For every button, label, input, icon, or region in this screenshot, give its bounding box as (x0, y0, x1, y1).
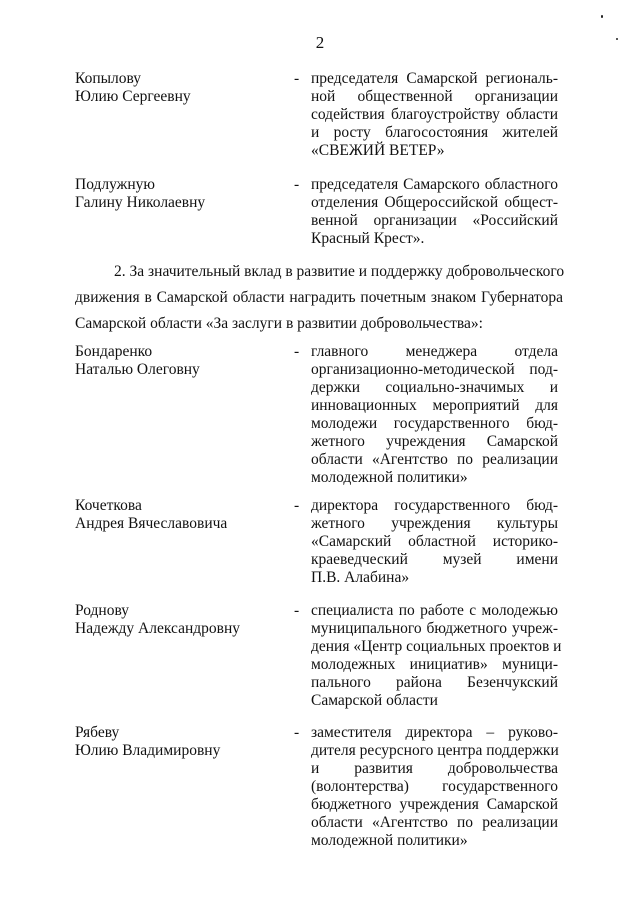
page-number: 2 (315, 33, 325, 52)
position-line: венной организации «Российский (311, 212, 558, 229)
position-line: организационно-методической под- (311, 361, 558, 378)
position-line: жетного учреждения Самарской (311, 433, 558, 450)
scan-speck (616, 38, 618, 40)
position-line: Красный Крест». (311, 230, 425, 247)
award-paragraph-2 (75, 259, 563, 337)
recipient-position (311, 343, 558, 487)
entry-dash: - (294, 70, 300, 87)
position-line: заместителя директора – руково- (311, 724, 558, 741)
recipient-position (311, 724, 558, 850)
position-line: содействия благоустройству области (311, 106, 558, 123)
paragraph-line: 2. За значительный вклад в развитие и поддержку добровольческого (114, 263, 565, 280)
position-line: председателя Самарской региональ- (311, 70, 558, 87)
position-line: «СВЕЖИЙ ВЕТЕР» (311, 142, 445, 159)
recipient-given-names: Надежду Александровну (75, 620, 241, 637)
recipient-surname: Роднову (75, 602, 130, 619)
position-line: бюджетного учреждения Самарской (311, 796, 558, 813)
recipient-surname: Копылову (75, 70, 142, 87)
entry-dash: - (294, 602, 300, 619)
recipient-surname: Подлужную (75, 176, 155, 193)
recipient-position (311, 176, 558, 248)
recipient-given-names: Юлию Владимировну (75, 742, 221, 759)
position-line: и развития добровольчества (311, 760, 558, 777)
recipient-surname: Бондаренко (75, 343, 153, 360)
recipient-name (75, 70, 285, 106)
recipient-surname: Кочеткова (75, 497, 142, 514)
position-line: инновационных мероприятий для (311, 397, 558, 414)
recipient-given-names: Наталью Олеговну (75, 361, 200, 378)
position-line: ной общественной организации (311, 88, 558, 105)
recipient-position (311, 497, 558, 587)
position-line: держки социально-значимых и (311, 379, 558, 396)
position-line: молодежи государственного бюд- (311, 415, 558, 432)
position-line: молодежных инициатив» муници- (311, 656, 558, 673)
position-line: директора государственного бюд- (311, 497, 558, 514)
position-line: П.В. Алабина» (311, 569, 410, 586)
recipient-name (75, 602, 285, 638)
position-line: дителя ресурсного центра поддержки (311, 742, 559, 759)
recipient-name (75, 176, 285, 212)
recipient-name (75, 497, 285, 533)
position-line: и росту благосостояния жителей (311, 124, 558, 141)
recipient-position (311, 602, 562, 710)
entry-dash: - (294, 724, 300, 741)
position-line: «Самарский областной историко- (311, 533, 558, 550)
entry-dash: - (294, 497, 300, 514)
position-line: председателя Самарского областного (311, 176, 558, 193)
recipient-given-names: Юлию Сергеевну (75, 88, 191, 105)
position-line: специалиста по работе с молодежью (311, 602, 558, 619)
position-line: молодежной политики» (311, 832, 468, 849)
position-line: муниципального бюджетного учреж- (311, 620, 558, 637)
position-line: отделения Общероссийской общест- (311, 194, 558, 211)
recipient-name (75, 343, 285, 379)
position-line: дения «Центр социальных проектов и (311, 638, 562, 655)
recipient-given-names: Галину Николаевну (75, 194, 206, 211)
recipient-name (75, 724, 285, 760)
recipient-position (311, 70, 558, 160)
paragraph-line: движения в Самарской области наградить почетным знаком Губернатора (75, 289, 563, 306)
paragraph-line: Самарской области «За заслуги в развитии добровольчества»: (75, 315, 483, 332)
position-line: области «Агентство по реализации (311, 814, 558, 831)
position-line: пального района Безенчукский (311, 674, 558, 691)
position-line: жетного учреждения культуры (311, 515, 558, 532)
position-line: молодежной политики» (311, 469, 468, 486)
scan-speck (601, 15, 603, 18)
position-line: области «Агентство по реализации (311, 451, 558, 468)
position-line: главного менеджера отдела (311, 343, 558, 360)
position-line: краеведческий музей имени (311, 551, 558, 568)
entry-dash: - (294, 176, 300, 193)
position-line: (волонтерства) государственного (311, 778, 558, 795)
position-line: Самарской области (311, 692, 438, 709)
recipient-surname: Рябеву (75, 724, 120, 741)
entry-dash: - (294, 343, 300, 360)
recipient-given-names: Андрея Вячеславовича (75, 515, 228, 532)
